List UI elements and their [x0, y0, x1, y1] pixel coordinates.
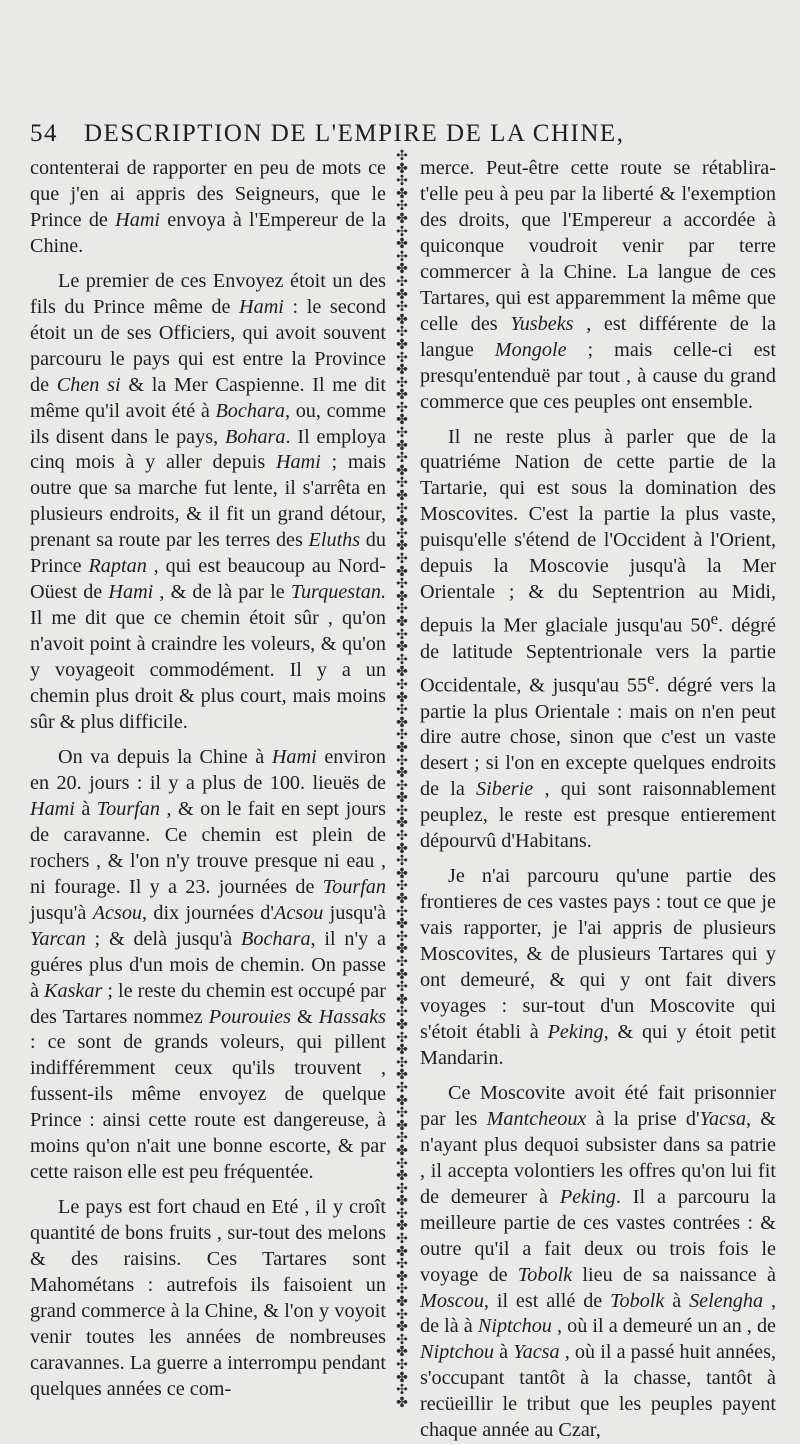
paragraph: On va depuis la Chine à Hami environ en 20. jours : il y a plus de 100. lieuës de Hami à Tourfan , & on le fait en sept jours de caravanne. Ce chemin est plein de rochers , & l'on n'y trouve presque ni eau , ni fourage. Il y a 23. journées de Tourfan jusqu'à Acsou, dix journées d'Acsou jusqu'à Yarcan ; & delà jusqu'à Bochara, il n'y a guéres plus d'un mois de chemin. On passe à Kaskar ; le reste du chemin est occupé par des Tartares nommez Pourouies & Hassaks : ce sont de grands voleurs, qui pillent indifféremment ceux qu'ils trouvent , fussent-ils même envoyez de quelque Prince : ainsi cette route est dangereuse, à moins qu'on n'ait une bonne escorte, & par cette raison elle est peu fréquentée. [30, 745, 387, 1184]
ornamental-column-divider: ✣ ✤ ✣ ✤ ✣ ✤ ✣ ✤ ✣ ✤ ✣ ✤ ✣ ✤ ✣ ✤ ✣ ✤ ✣ ✤ ✣ ✤ ✣ ✤ ✣ ✤ ✣ ✤ ✣ ✤ ✣ ✤ ✣ ✤ ✣ ✤ ✣ ✤ ✣ ✤ ✣ ✤ ✣ ✤ ✣ ✤ ✣ ✤ ✣ ✤ ✣ ✤ ✣ ✤ ✣ ✤ ✣ ✤ ✣ ✤ ✣ ✤ ✣ ✤ ✣ ✤ ✣ ✤ ✣ ✤ ✣ ✤ ✣ ✤ ✣ ✤ ✣ ✤ ✣ ✤ ✣ ✤ ✣ ✤ ✣ ✤ ✣ ✤ ✣ ✤ ✣ ✤ ✣ ✤ ✣ ✤ ✣ ✤ ✣ ✤ [396, 148, 408, 1411]
paragraph: merce. Peut-être cette route se rétablira-t'elle peu à peu par la liberté & l'exemption des droits, que l'Empereur a accordée à quiconque voudroit venir par terre commercer à la Chine. La langue de ces Tartares, qui est apparemment la même que celle des Yusbeks , est différente de la langue Mongole ; mais celle-ci est presqu'entenduë par tout , à cause du grand commerce que ces peuples ont ensemble. [420, 157, 777, 413]
paragraph: Ce Moscovite avoit été fait prisonnier par les Mantcheoux à la prise d'Yacsa, & n'ayant plus dequoi subsister dans sa patrie , il accepta volontiers les offres qu'on lui fit de demeurer à Peking. Il a parcouru la meilleure partie de ces vastes contrées : & outre qu'il a fait deux ou trois fois le voyage de Tobolk lieu de sa naissance à Moscou, il est allé de Tobolk à Selengha , de là à Niptchou , où il a demeuré un an , de Niptchou à Yacsa , où il a passé huit années, s'occupant tantôt à la chasse, tantôt à recüeillir le tribut que les peuples payent chaque année au Czar, [420, 1081, 777, 1442]
paragraph: Le pays est fort chaud en Eté , il y croît quantité de bons fruits , sur-tout des melons & des raisins. Ces Tartares sont Mahométans : autrefois ils faisoient un grand commerce à la Chine, & l'on y voyoit venir toutes les années de nombreuses caravannes. La guerre a interrompu pendant quelques années ce com- [30, 1196, 386, 1400]
paragraph: Il ne reste plus à parler que de la quatriéme Nation de cette partie de la Tartarie, qui est sous la domination des Moscovites. C'est la partie la plus vaste, puisqu'elle s'étend de l'Occident à l'Orient, depuis la Moscovie jusqu'à la Mer Orientale ; & du Septentrion au Midi, depuis la Mer glaciale jusqu'au 50e. dégré de latitude Septentrionale vers la partie Occidentale, & jusqu'au 55e. dégré vers la partie la plus Orientale : mais on n'en peut dire autre chose, sinon que c'est un vaste desert ; si l'on en excepte quelques endroits de la Siberie , qui sont raisonnablement peuplez, le reste est presque entierement dépourvû d'Habitans. [420, 425, 776, 853]
paragraph: contenterai de rapporter en peu de mots ce que j'en ai appris des Seigneurs, que le Prince de Hami envoya à l'Empereur de la Chine. [30, 157, 386, 257]
paragraph: Le premier de ces Envoyez étoit un des fils du Prince même de Hami : le second étoit un de ses Officiers, qui avoit souvent parcouru le pays qui est entre la Province de Chen si & la Mer Caspienne. Il me dit même qu'il avoit été à Bochara, ou, comme ils disent dans le pays, Bohara. Il employa cinq mois à y aller depuis Hami ; mais outre que sa marche fut lente, il s'arrêta en plusieurs endroits, & il fit un grand détour, prenant sa route par les terres des Eluths du Prince Raptan , qui est beaucoup au Nord-Oüest de Hami , & de là par le Turquestan. Il me dit que ce chemin étoit sûr , qu'on n'avoit point à craindre les voleurs, & qu'on y voyageoit commodément. Il y a un chemin plus droit & plus court, mais moins sûr & plus difficile. [30, 269, 387, 734]
right-column [420, 156, 776, 1444]
running-title: DESCRIPTION DE L'EMPIRE DE LA CHINE, [84, 120, 625, 147]
paragraph: Je n'ai parcouru qu'une partie des frontieres de ces vastes pays : tout ce que je vais rapporter, je l'ai appris de plusieurs Moscovites, & de plusieurs Tartares qui y ont demeuré, & qui y ont fait divers voyages : sur-tout d'un Moscovite qui s'étoit établi à Peking, & qui y étoit petit Mandarin. [420, 865, 776, 1069]
left-column [30, 156, 386, 1403]
running-header [30, 120, 790, 154]
page-number: 54 [30, 120, 58, 147]
